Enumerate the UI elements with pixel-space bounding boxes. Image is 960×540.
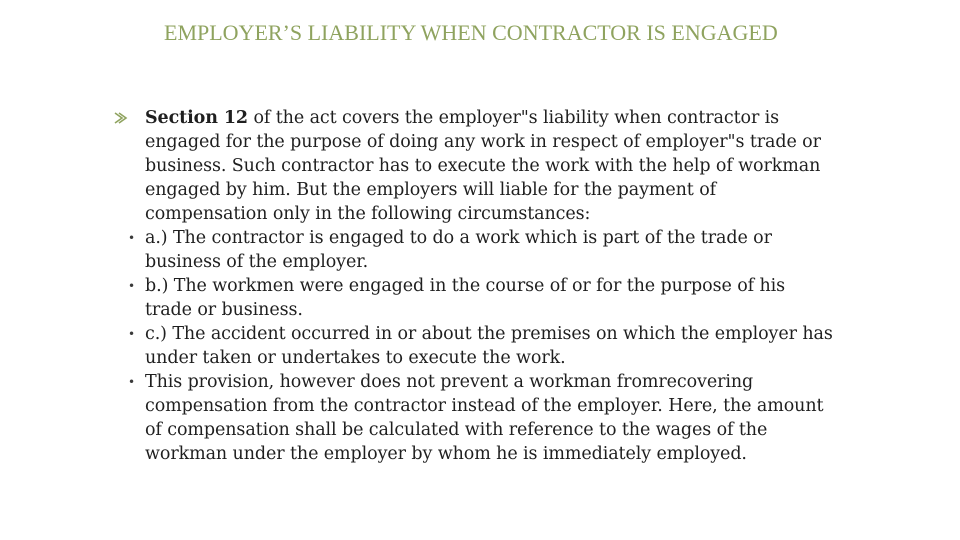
arrow-bullet-icon — [114, 106, 144, 130]
list-item — [118, 370, 834, 466]
intro-paragraph — [118, 106, 834, 226]
bullet-dot-icon: • — [128, 231, 135, 245]
intro-body: of the act covers the employer"s liability when contractor is engaged for the purpose of doing any work in respect of employer"s trade or business. Such contractor has to execute the work with the help of workman engaged by him. But the employers will liable for the payment of compensation only in the following circumstances: — [145, 108, 821, 224]
list-item-text: b.) The workmen were engaged in the course of or for the purpose of his trade or business. — [145, 276, 786, 320]
list-item — [118, 322, 834, 370]
list-item-text: This provision, however does not prevent a workman fromrecovering compensation from the contractor instead of the employer. Here, the amount of compensation shall be calculated with reference to the wages of the workman under the employer by whom he is immediately employed. — [145, 372, 824, 464]
list-item-text: c.) The accident occurred in or about the premises on which the employer has under taken or undertakes to execute the work. — [145, 324, 833, 368]
intro-lead: Section 12 — [145, 108, 249, 128]
list-item-text: a.) The contractor is engaged to do a work which is part of the trade or business of the employer. — [145, 228, 772, 272]
intro-text — [145, 108, 821, 224]
slide-title: EMPLOYER’S LIABILITY WHEN CONTRACTOR IS ENGAGED — [164, 20, 778, 45]
slide-body — [118, 106, 834, 466]
bullet-dot-icon: • — [128, 279, 135, 293]
bullet-dot-icon: • — [128, 327, 135, 341]
bullet-dot-icon: • — [128, 375, 135, 389]
list-item — [118, 274, 834, 322]
list-item — [118, 226, 834, 274]
